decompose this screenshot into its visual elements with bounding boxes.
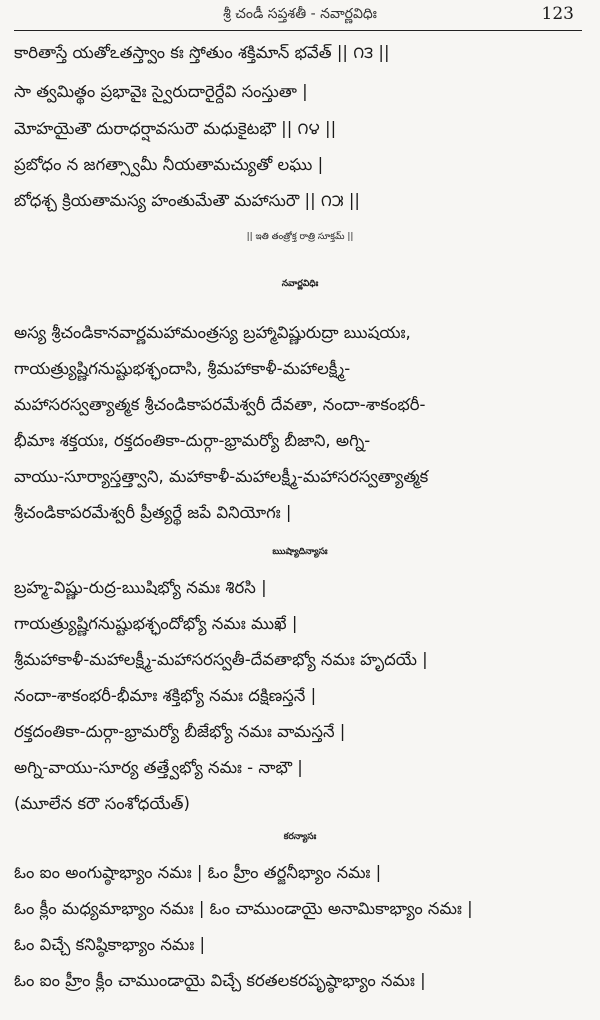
karanyasa-line: ఓం విచ్చే కనిష్ఠికాభ్యాం నమః | <box>14 935 206 954</box>
karanyasa-line: ఓం ఐం అంగుష్ఠాభ్యాం నమః | ఓం హ్రీం తర్జనీభ్యాం నమః | <box>14 863 382 882</box>
karanyasa-heading: కరన్యాసః <box>283 832 317 842</box>
rishyadi-heading: ఋష్యాదిన్యాసః <box>272 547 328 557</box>
viniyoga-line: గాయత్ర్యుష్ణిగనుష్టుభశ్ఛందాసి, శ్రీమహాకాళీ-మహాలక్ష్మీ- <box>14 359 351 378</box>
header-rule <box>14 30 582 31</box>
nyasa-line: శ్రీమహాకాళీ-మహాలక్ష్మీ-మహాసరస్వతీ-దేవతాభ్యో నమః హృదయే | <box>14 650 428 669</box>
verse-line: బోధశ్చ క్రియతామస్య హంతుమేతౌ మహాసురౌ || ౧౫ || <box>14 191 360 210</box>
nyasa-line: నందా-శాకంభరీ-భీమాః శక్తిభ్యో నమః దక్షిణస్తనే | <box>14 686 317 705</box>
verse-line: మోహయైతౌ దురాధర్షావసురౌ మధుకైటభౌ || ౧౪ || <box>14 119 337 138</box>
verse-line: కారితాస్తే యతోఽతస్త్వాం కః స్తోతుం శక్తిమాన్ భవేత్ || ౧౩ || <box>14 43 390 62</box>
page-number: 123 <box>541 4 574 24</box>
viniyoga-line: భీమాః శక్తయః, రక్తదంతికా-దుర్గా-భ్రామర్యో బీజాని, అగ్ని- <box>14 431 371 450</box>
karanyasa-line: ఓం ఐం హ్రీం క్లీం చాముండాయై విచ్చే కరతలకరపృష్ఠాభ్యాం నమః | <box>14 971 426 990</box>
colophon: || ఇతి తంత్రోక్త రాత్రి సూక్తమ్ || <box>246 232 354 242</box>
viniyoga-line: వాయు-సూర్యాస్తత్త్వాని, మహాకాళీ-మహాలక్ష్మీ-మహాసరస్వత్యాత్మక <box>14 467 429 486</box>
nyasa-line: రక్తదంతికా-దుర్గా-భ్రామర్యో బీజేభ్యో నమః వామస్తనే | <box>14 722 346 741</box>
nyasa-line: గాయత్ర్యుష్ణిగనుష్టుభశ్ఛందోభ్యో నమః ముఖే | <box>14 614 298 633</box>
karanyasa-line: ఓం క్లీం మధ్యమాభ్యాం నమః | ఓం చాముండాయై అనామికాభ్యాం నమః | <box>14 899 473 918</box>
viniyoga-line: మహాసరస్వత్యాత్మక శ్రీచండికాపరమేశ్వరీ దేవతా, నందా-శాకంభరీ- <box>14 395 426 414</box>
viniyoga-line: అస్య శ్రీచండికానవార్ణమహామంత్రస్య బ్రహ్మావిష్ణురుద్రా ఋషయః, <box>14 323 411 342</box>
section-title: నవార్ణవిధిః <box>281 279 319 289</box>
viniyoga-line: శ్రీచండికాపరమేశ్వరీ ప్రీత్యర్థే జపే వినియోగః | <box>14 503 292 522</box>
running-head: శ్రీ చండీ సప్తశతీ - నవార్ణవిధిః <box>223 6 377 22</box>
nyasa-line: అగ్ని-వాయు-సూర్య తత్త్వేభ్యో నమః - నాభౌ | <box>14 758 303 777</box>
verse-line: సా త్వమిత్థం ప్రభావైః స్వైరుదారైర్దేవి సంస్తుతా | <box>14 82 308 101</box>
page-header <box>0 0 600 30</box>
nyasa-note: (మూలేన కరౌ సంశోధయేత్) <box>14 794 190 813</box>
nyasa-line: బ్రహ్మ-విష్ణు-రుద్ర-ఋషిభ్యో నమః శిరసి | <box>14 578 267 597</box>
verse-line: ప్రబోధం న జగత్స్వామీ నీయతామచ్యుతో లఘు | <box>14 155 324 174</box>
